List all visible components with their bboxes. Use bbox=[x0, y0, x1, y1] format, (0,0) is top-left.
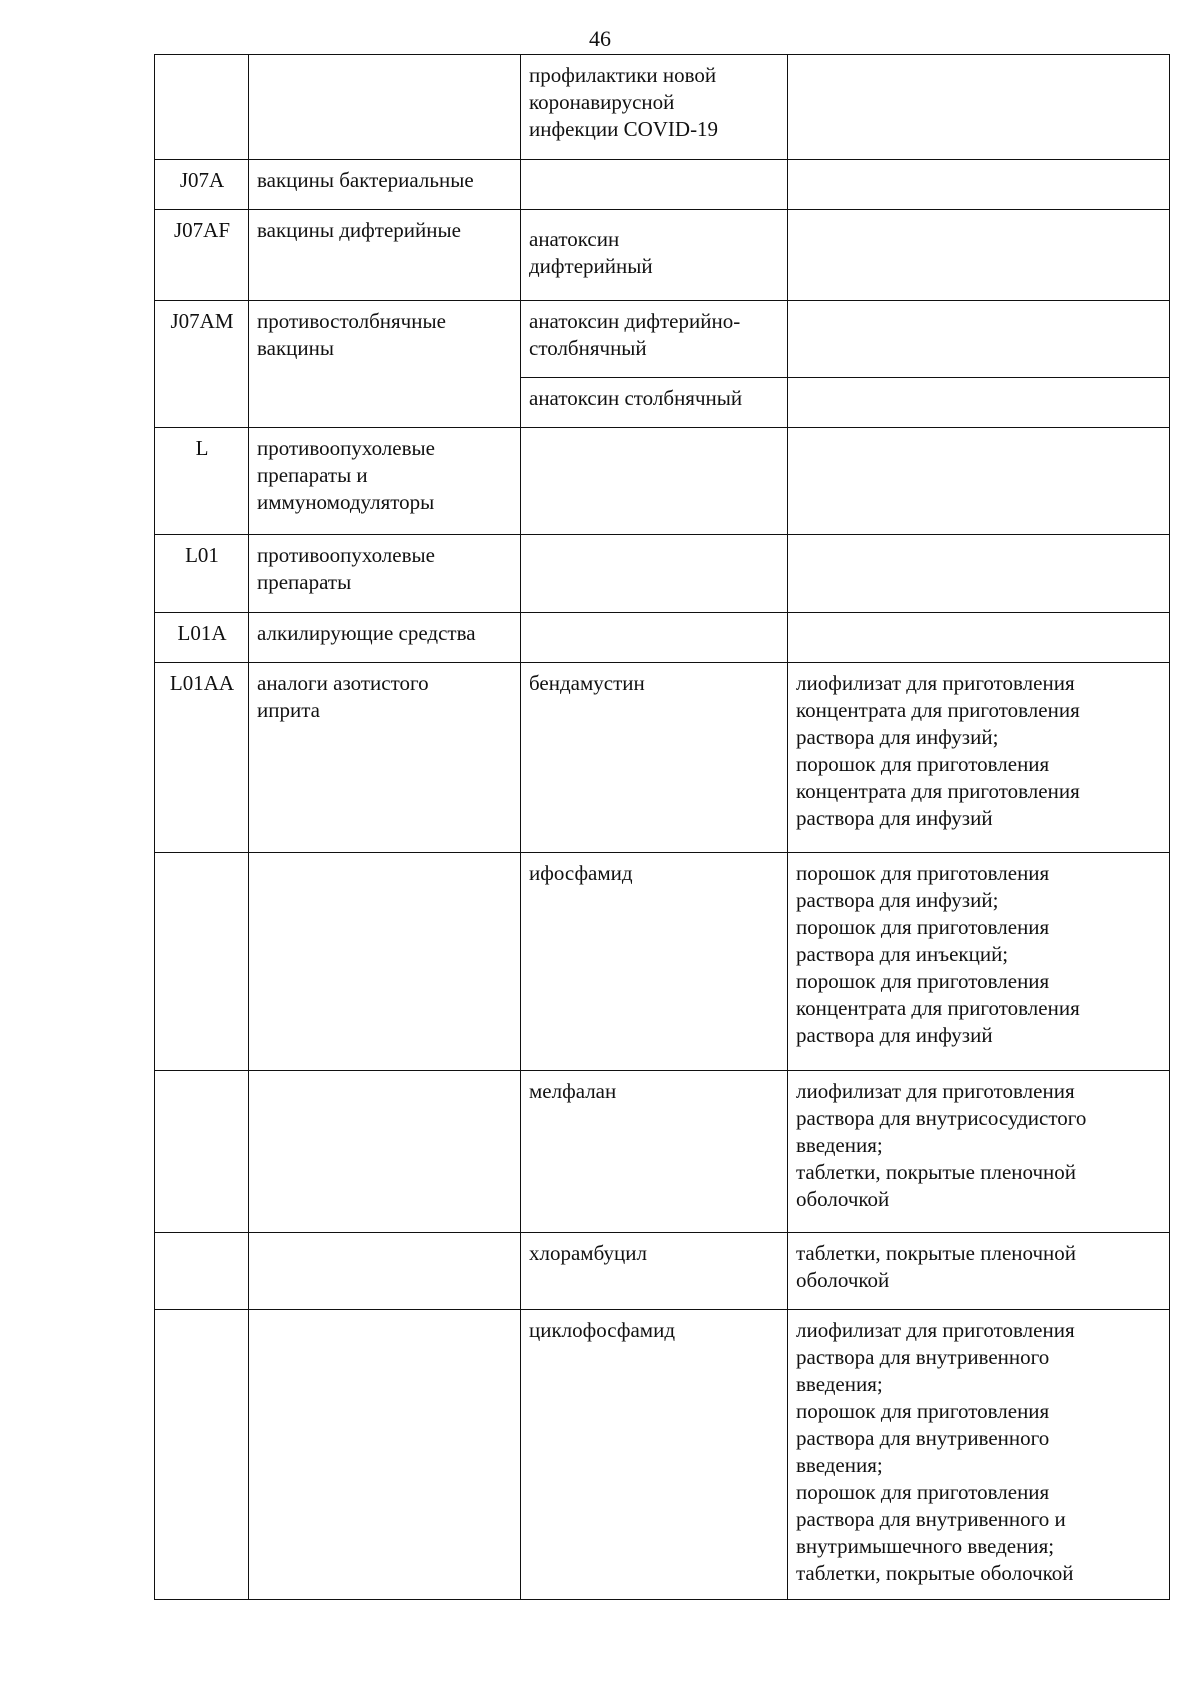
table-row bbox=[155, 1310, 1170, 1600]
drug-name-cell bbox=[521, 535, 788, 613]
drug-name-cell: циклофосфамид bbox=[521, 1310, 788, 1600]
table-row bbox=[155, 160, 1170, 210]
drug-name-cell: хлорамбуцил bbox=[521, 1233, 788, 1310]
drug-name-cell: анатоксин дифтерийный bbox=[521, 210, 788, 301]
dosage-form-cell bbox=[788, 378, 1170, 428]
atc-code-cell bbox=[155, 1310, 249, 1600]
atc-code-cell: J07A bbox=[155, 160, 249, 210]
drug-name-cell: бендамустин bbox=[521, 663, 788, 853]
table-row bbox=[155, 210, 1170, 301]
group-name-cell: вакцины бактериальные bbox=[249, 160, 521, 210]
dosage-form-cell bbox=[788, 613, 1170, 663]
atc-code-cell bbox=[155, 1233, 249, 1310]
dosage-form-cell bbox=[788, 428, 1170, 535]
drug-name-cell bbox=[521, 428, 788, 535]
dosage-form-cell bbox=[788, 55, 1170, 160]
atc-code-cell bbox=[155, 853, 249, 1071]
atc-code-cell bbox=[155, 1071, 249, 1233]
atc-code-cell: J07AF bbox=[155, 210, 249, 301]
table-row bbox=[155, 1233, 1170, 1310]
table-row bbox=[155, 535, 1170, 613]
drug-name-cell: анатоксин дифтерийно- столбнячный bbox=[521, 301, 788, 378]
atc-code-cell: L01 bbox=[155, 535, 249, 613]
group-name-cell bbox=[249, 55, 521, 160]
table-row bbox=[155, 55, 1170, 160]
atc-code-cell bbox=[155, 55, 249, 160]
atc-code-cell: J07AM bbox=[155, 301, 249, 428]
dosage-form-cell bbox=[788, 301, 1170, 378]
table-row bbox=[155, 1071, 1170, 1233]
table-row bbox=[155, 301, 1170, 378]
group-name-cell bbox=[249, 1233, 521, 1310]
group-name-cell bbox=[249, 853, 521, 1071]
atc-code-cell: L01AA bbox=[155, 663, 249, 853]
group-name-cell: противостолбнячные вакцины bbox=[249, 301, 521, 428]
drug-name-cell: ифосфамид bbox=[521, 853, 788, 1071]
table-row bbox=[155, 613, 1170, 663]
dosage-form-cell bbox=[788, 210, 1170, 301]
group-name-cell: алкилирующие средства bbox=[249, 613, 521, 663]
group-name-cell bbox=[249, 1071, 521, 1233]
dosage-form-cell: лиофилизат для приготовления концентрата для приготовления раствора для инфузий; порошок для приготовления концентрата для приготовления раствора для инфузий bbox=[788, 663, 1170, 853]
table-row bbox=[155, 853, 1170, 1071]
drug-name-cell: профилактики новой коронавирусной инфекции COVID-19 bbox=[521, 55, 788, 160]
table-row bbox=[155, 663, 1170, 853]
dosage-form-cell bbox=[788, 535, 1170, 613]
page-number: 46 bbox=[589, 26, 611, 51]
group-name-cell: аналоги азотистого иприта bbox=[249, 663, 521, 853]
dosage-form-cell bbox=[788, 160, 1170, 210]
table-row bbox=[155, 428, 1170, 535]
dosage-form-cell: лиофилизат для приготовления раствора для внутривенного введения; порошок для приготовления раствора для внутривенного введения; порошок для приготовления раствора для внутривенного и внутримышечного введения; таблетки, покрытые оболочкой bbox=[788, 1310, 1170, 1600]
dosage-form-cell: лиофилизат для приготовления раствора для внутрисосудистого введения; таблетки, покрытые пленочной оболочкой bbox=[788, 1071, 1170, 1233]
group-name-cell: противоопухолевые препараты и иммуномодуляторы bbox=[249, 428, 521, 535]
group-name-cell: вакцины дифтерийные bbox=[249, 210, 521, 301]
dosage-form-cell: таблетки, покрытые пленочной оболочкой bbox=[788, 1233, 1170, 1310]
dosage-form-cell: порошок для приготовления раствора для инфузий; порошок для приготовления раствора для инъекций; порошок для приготовления концентрата для приготовления раствора для инфузий bbox=[788, 853, 1170, 1071]
drug-name-cell: мелфалан bbox=[521, 1071, 788, 1233]
atc-code-cell: L bbox=[155, 428, 249, 535]
drug-name-cell bbox=[521, 160, 788, 210]
group-name-cell: противоопухолевые препараты bbox=[249, 535, 521, 613]
drug-name-cell bbox=[521, 613, 788, 663]
drug-name-cell: анатоксин столбнячный bbox=[521, 378, 788, 428]
atc-code-cell: L01A bbox=[155, 613, 249, 663]
group-name-cell bbox=[249, 1310, 521, 1600]
drug-table bbox=[154, 54, 1170, 1600]
